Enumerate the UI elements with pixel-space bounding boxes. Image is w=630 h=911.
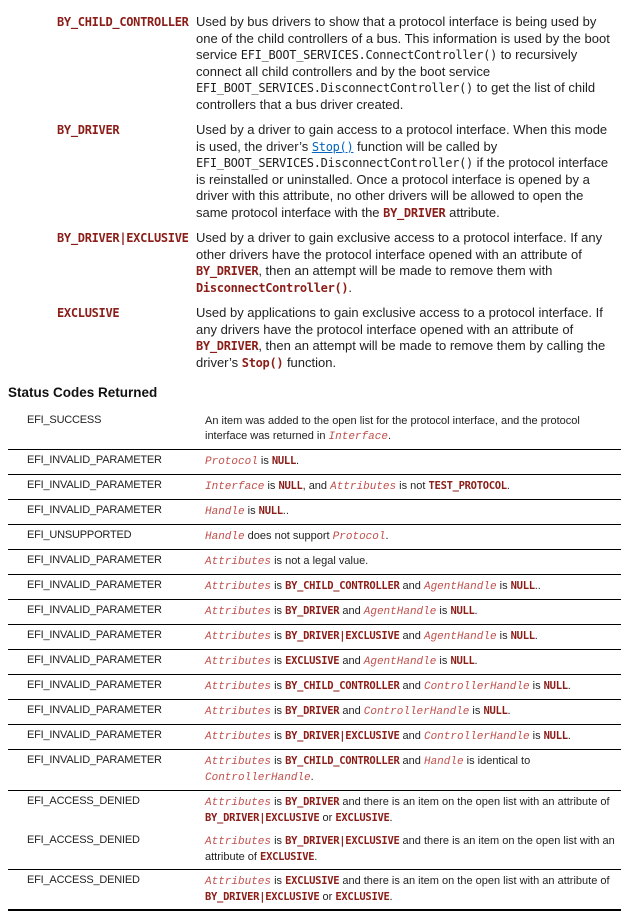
- variable-text: Attributes: [205, 756, 272, 768]
- variable-text: ControllerHandle: [423, 681, 530, 693]
- keyword-text: BY_CHILD_CONTROLLER: [285, 580, 400, 592]
- keyword-text: NULL: [543, 730, 568, 742]
- text-segment: .: [385, 530, 389, 542]
- status-description-cell: [205, 550, 621, 575]
- text-segment: is: [271, 875, 286, 887]
- variable-text: ControllerHandle: [423, 731, 530, 743]
- status-code-cell: EFI_INVALID_PARAMETER: [8, 725, 205, 750]
- text-segment: or: [319, 812, 336, 824]
- keyword-text: BY_DRIVER: [285, 705, 340, 717]
- text-segment: is: [436, 655, 451, 667]
- text-segment: .: [567, 730, 571, 742]
- keyword-text: BY_DRIVER|EXCLUSIVE: [205, 812, 320, 824]
- text-segment: is: [529, 680, 544, 692]
- variable-text: AgentHandle: [423, 581, 497, 593]
- keyword-text: EXCLUSIVE: [285, 655, 340, 667]
- text-segment: or: [319, 891, 336, 903]
- keyword-text: EXCLUSIVE: [260, 851, 315, 863]
- code-text: EFI_BOOT_SERVICES.DisconnectController(): [196, 81, 473, 95]
- table-row: [8, 675, 621, 700]
- text-segment: function will be called by: [353, 138, 498, 154]
- text-segment: and: [339, 655, 364, 667]
- keyword-text: NULL: [510, 630, 535, 642]
- status-description-cell: [205, 675, 621, 700]
- status-description-cell: [205, 625, 621, 650]
- text-segment: is: [271, 835, 286, 847]
- text-segment: .: [295, 455, 300, 467]
- text-segment: if the protocol interface is reinstalled or uninstalled. Once a protocol interface is opened by a driver with this attribute, no other drivers will be allowed to open the same protocol interface with the: [196, 155, 609, 220]
- variable-text: Attributes: [205, 876, 272, 888]
- keyword-text: NULL: [543, 680, 568, 692]
- status-description-cell: [205, 475, 621, 500]
- text-segment: is: [244, 505, 259, 517]
- keyword-text: NULL: [510, 580, 535, 592]
- status-description-cell: [205, 525, 621, 550]
- status-code-cell: EFI_INVALID_PARAMETER: [8, 550, 205, 575]
- status-code-cell: EFI_INVALID_PARAMETER: [8, 650, 205, 675]
- status-description-cell: [205, 575, 621, 600]
- table-row: [8, 575, 621, 600]
- status-code-cell: EFI_INVALID_PARAMETER: [8, 575, 205, 600]
- definition-entry: [57, 122, 614, 221]
- text-segment: is: [271, 580, 286, 592]
- table-row: [8, 650, 621, 675]
- table-row: [8, 525, 621, 550]
- keyword-text: NULL: [483, 705, 508, 717]
- text-segment: function.: [283, 354, 337, 370]
- definition-entry: [57, 305, 614, 371]
- keyword-text: BY_DRIVER|EXCLUSIVE: [285, 835, 400, 847]
- attribute-term: BY_DRIVER: [57, 123, 120, 137]
- table-row: [8, 750, 621, 791]
- status-description-cell: [205, 870, 621, 911]
- variable-text: Attributes: [205, 556, 272, 568]
- text-segment: is identical to: [463, 755, 531, 767]
- text-segment: is: [271, 655, 286, 667]
- text-segment: and: [399, 630, 424, 642]
- text-segment: is not: [396, 480, 429, 492]
- keyword-text: BY_DRIVER|EXCLUSIVE: [205, 891, 320, 903]
- attribute-description: [196, 122, 614, 221]
- text-segment: is: [496, 580, 511, 592]
- text-segment: .: [348, 279, 352, 295]
- variable-text: Attributes: [205, 606, 272, 618]
- text-segment: is: [271, 630, 286, 642]
- status-code-cell: EFI_INVALID_PARAMETER: [8, 675, 205, 700]
- text-segment: ..: [282, 505, 289, 517]
- text-segment: and there is an item on the open list with an attribute of: [205, 835, 615, 863]
- table-row: [8, 700, 621, 725]
- section-heading: Status Codes Returned: [8, 385, 158, 400]
- keyword-text: EXCLUSIVE: [285, 875, 340, 887]
- text-segment: .: [507, 705, 511, 717]
- text-segment: is: [271, 605, 286, 617]
- variable-text: Attributes: [205, 797, 272, 809]
- attribute-description: [196, 230, 614, 296]
- text-segment: and there is an item on the open list with an attribute of: [339, 796, 610, 808]
- status-code-cell: EFI_INVALID_PARAMETER: [8, 600, 205, 625]
- variable-text: Attributes: [205, 681, 272, 693]
- text-segment: is: [264, 480, 279, 492]
- keyword-text: BY_CHILD_CONTROLLER: [285, 680, 400, 692]
- keyword-text: BY_DRIVER: [196, 339, 259, 353]
- text-segment: to recursively connect all child controllers and by the boot service: [196, 47, 578, 79]
- text-segment: is not a legal value.: [271, 555, 369, 567]
- table-row: [8, 870, 621, 911]
- status-code-cell: EFI_SUCCESS: [27, 414, 102, 426]
- text-segment: is: [271, 755, 286, 767]
- text-segment: .: [534, 630, 538, 642]
- variable-text: Handle: [423, 756, 464, 768]
- table-row: [8, 550, 621, 575]
- text-segment: is: [257, 455, 272, 467]
- text-segment: attribute.: [445, 204, 500, 220]
- text-segment: is: [271, 796, 286, 808]
- variable-text: Attributes: [205, 731, 272, 743]
- variable-text: Attributes: [205, 656, 272, 668]
- table-row: [8, 500, 621, 525]
- text-segment: and there is an item on the open list with an attribute of: [339, 875, 610, 887]
- text-segment: An item was added to the open list for the protocol interface, and the protocol interface was returned in: [205, 415, 580, 442]
- text-segment: is: [469, 705, 484, 717]
- keyword-text: BY_DRIVER: [196, 264, 259, 278]
- attribute-term: EXCLUSIVE: [57, 306, 120, 320]
- status-description-cell: [205, 791, 621, 831]
- status-code-cell: EFI_INVALID_PARAMETER: [8, 500, 205, 525]
- status-description-cell: [205, 700, 621, 725]
- status-description-cell: [205, 650, 621, 675]
- text-segment: Used by bus drivers to show that a protocol interface is being used by one of the child controllers of a bus. This information is used by the boot service: [196, 14, 610, 62]
- text-segment: and: [399, 755, 424, 767]
- text-segment: .: [474, 605, 478, 617]
- text-segment: .: [389, 812, 393, 824]
- keyword-text: BY_DRIVER|EXCLUSIVE: [285, 730, 400, 742]
- variable-text: Attributes: [205, 631, 272, 643]
- variable-text: Interface: [328, 431, 388, 443]
- variable-text: ControllerHandle: [363, 706, 470, 718]
- status-code-cell: EFI_ACCESS_DENIED: [8, 791, 205, 831]
- status-code-cell: EFI_INVALID_PARAMETER: [8, 450, 205, 475]
- variable-text: Attributes: [205, 581, 272, 593]
- text-segment: is: [529, 730, 544, 742]
- variable-text: Interface: [205, 481, 265, 493]
- text-segment: .: [310, 771, 314, 783]
- table-row: [8, 725, 621, 750]
- status-code-cell: EFI_INVALID_PARAMETER: [8, 700, 205, 725]
- status-codes-table-body: [8, 410, 621, 910]
- variable-text: Attributes: [205, 836, 272, 848]
- text-segment: ..: [534, 580, 541, 592]
- text-segment: , and: [302, 480, 331, 492]
- definition-entry: [57, 230, 614, 296]
- attribute-description: [196, 305, 614, 371]
- variable-text: Attributes: [330, 481, 397, 493]
- table-row: [8, 410, 621, 450]
- text-segment: is: [496, 630, 511, 642]
- keyword-text: Stop(): [241, 355, 284, 370]
- text-segment: and: [339, 705, 364, 717]
- text-segment: .: [389, 891, 393, 903]
- text-segment: does not support: [244, 530, 333, 542]
- status-code-cell: EFI_ACCESS_DENIED: [8, 870, 205, 911]
- keyword-text: NULL: [450, 655, 475, 667]
- keyword-text: BY_DRIVER: [285, 796, 340, 808]
- status-description-cell: [205, 725, 621, 750]
- text-segment: .: [506, 480, 510, 492]
- status-code-cell: EFI_INVALID_PARAMETER: [8, 475, 205, 500]
- variable-text: AgentHandle: [363, 656, 437, 668]
- keyword-text: TEST_PROTOCOL: [428, 480, 507, 492]
- text-segment: and: [399, 680, 424, 692]
- variable-text: Handle: [205, 506, 245, 518]
- keyword-text: BY_DRIVER: [285, 605, 340, 617]
- code-text: EFI_BOOT_SERVICES.ConnectController(): [240, 48, 498, 62]
- attribute-term: BY_CHILD_CONTROLLER: [57, 15, 189, 29]
- text-segment: , then an attempt will be made to remove them by calling the driver’s: [196, 338, 606, 370]
- text-segment: .: [387, 430, 391, 442]
- status-description-cell: [205, 600, 621, 625]
- status-description-cell: [205, 410, 621, 450]
- text-segment: and: [399, 730, 424, 742]
- text-segment: to get the list of child controllers that a bus driver created.: [196, 80, 596, 112]
- text-segment: is: [271, 730, 286, 742]
- variable-text: ControllerHandle: [205, 772, 311, 784]
- keyword-text: BY_CHILD_CONTROLLER: [285, 755, 400, 767]
- keyword-text: NULL: [258, 505, 283, 517]
- status-code-cell: EFI_INVALID_PARAMETER: [8, 750, 205, 791]
- stop-link[interactable]: Stop(): [311, 139, 354, 154]
- keyword-text: NULL: [271, 455, 296, 467]
- variable-text: Protocol: [332, 531, 386, 543]
- table-row: [8, 450, 621, 475]
- variable-text: Handle: [205, 531, 245, 543]
- table-row: [8, 791, 621, 831]
- keyword-text: DisconnectController(): [196, 280, 349, 295]
- status-code-cell: EFI_ACCESS_DENIED: [27, 834, 140, 846]
- text-segment: , then an attempt will be made to remove them with: [258, 263, 553, 278]
- text-segment: is: [271, 705, 286, 717]
- code-text: EFI_BOOT_SERVICES.DisconnectController(): [196, 156, 473, 170]
- text-segment: and: [339, 605, 364, 617]
- variable-text: AgentHandle: [423, 631, 497, 643]
- text-segment: .: [314, 851, 318, 863]
- text-segment: Used by a driver to gain exclusive access to a protocol interface. If any other drivers have the protocol interface opened with an attribute of: [196, 230, 603, 262]
- text-segment: .: [567, 680, 571, 692]
- status-description-cell: [205, 750, 621, 791]
- text-segment: is: [271, 680, 286, 692]
- variable-text: AgentHandle: [363, 606, 437, 618]
- attribute-term: BY_DRIVER|EXCLUSIVE: [57, 231, 189, 245]
- keyword-text: BY_DRIVER|EXCLUSIVE: [285, 630, 400, 642]
- variable-text: Protocol: [205, 456, 258, 468]
- text-segment: and: [399, 580, 424, 592]
- keyword-text: EXCLUSIVE: [335, 812, 390, 824]
- keyword-text: BY_DRIVER: [383, 205, 446, 220]
- keyword-text: EXCLUSIVE: [335, 891, 390, 903]
- table-row: [8, 600, 621, 625]
- status-description-cell: [205, 450, 621, 475]
- status-description-cell: [205, 500, 621, 525]
- table-row: [8, 475, 621, 500]
- definition-entry: [57, 14, 614, 113]
- variable-text: Attributes: [205, 706, 272, 718]
- status-code-cell: EFI_UNSUPPORTED: [8, 525, 205, 550]
- text-segment: Used by applications to gain exclusive access to a protocol interface. If any drivers have the protocol interface opened with an attribute of: [196, 305, 603, 337]
- attribute-definition-list: [57, 14, 614, 371]
- status-code-cell: EFI_INVALID_PARAMETER: [8, 625, 205, 650]
- table-row: [8, 625, 621, 650]
- text-segment: .: [474, 655, 478, 667]
- keyword-text: NULL: [278, 480, 303, 492]
- attribute-description: [196, 14, 614, 113]
- text-segment: Used by a driver to gain access to a protocol interface. When this mode is used, the driver’s: [196, 122, 608, 154]
- keyword-text: NULL: [450, 605, 475, 617]
- text-segment: is: [436, 605, 451, 617]
